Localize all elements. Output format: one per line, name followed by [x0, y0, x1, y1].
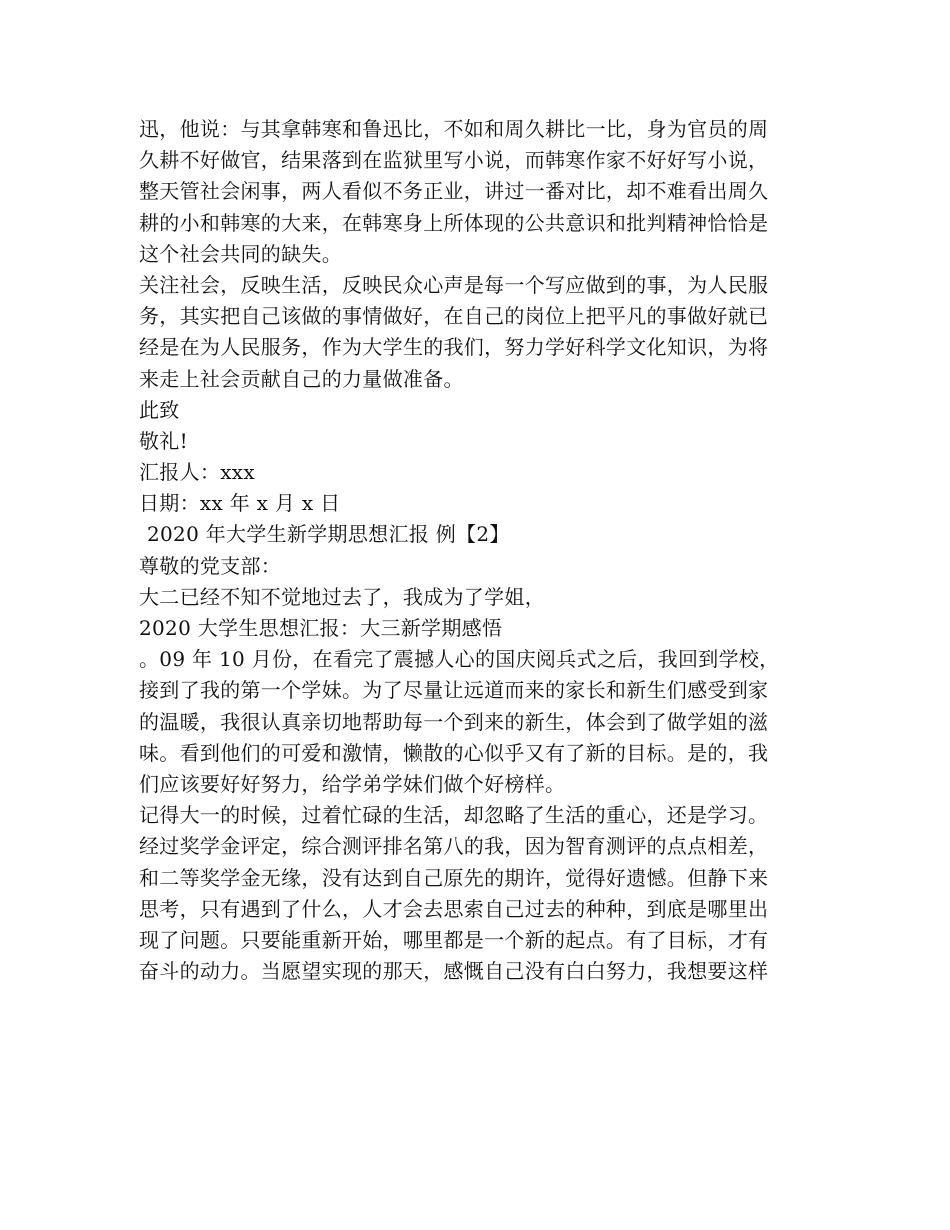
paragraph-line: 这个社会共同的缺失。	[139, 241, 342, 266]
paragraph-line: 味。看到他们的可爱和激情，懒散的心似乎又有了新的目标。是的，我	[139, 740, 769, 765]
paragraph-line: 记得大一的时候，过着忙碌的生活，却忽略了生活的重心，还是学习。	[139, 803, 769, 828]
date-line: 日期：xx 年 x 月 x 日	[139, 491, 341, 516]
paragraph-line: 。09 年 10 月份，在看完了震撼人心的国庆阅兵式之后，我回到学校，	[139, 647, 780, 672]
paragraph-line: 久耕不好做官，结果落到在监狱里写小说，而韩寒作家不好好写小说，	[139, 148, 769, 173]
paragraph-line: 耕的小和韩寒的大来，在韩寒身上所体现的公共意识和批判精神恰恰是	[139, 210, 769, 235]
paragraph-line: 们应该要好好努力，给学弟学妹们做个好榜样。	[139, 771, 566, 796]
paragraph-line: 整天管社会闲事，两人看似不务正业，讲过一番对比，却不难看出周久	[139, 179, 769, 204]
document-body	[139, 114, 819, 987]
paragraph-line: 接到了我的第一个学妹。为了尽量让远道而来的家长和新生们感受到家	[139, 678, 769, 703]
paragraph-line: 的温暖，我很认真亲切地帮助每一个到来的新生，体会到了做学姐的滋	[139, 709, 769, 734]
closing-salutation: 此致	[139, 397, 180, 422]
paragraph-line: 思考，只有遇到了什么，人才会去思索自己过去的种种，到底是哪里出	[139, 896, 769, 921]
paragraph-line: 奋斗的动力。当愿望实现的那天，感慨自己没有白白努力，我想要这样	[139, 959, 769, 984]
reporter-line: 汇报人：xxx	[139, 460, 255, 485]
subtitle-line: 2020 大学生思想汇报：大三新学期感悟	[139, 616, 503, 640]
paragraph-line: 和二等奖学金无缘，没有达到自己原先的期许，觉得好遗憾。但静下来	[139, 865, 769, 890]
closing-regards: 敬礼!	[139, 428, 188, 453]
paragraph-line: 经是在为人民服务，作为大学生的我们，努力学好科学文化知识，为将	[139, 335, 769, 360]
paragraph-line: 关注社会，反映生活，反映民众心声是每一个写应做到的事，为人民服	[139, 272, 769, 297]
paragraph-line: 大二已经不知不觉地过去了，我成为了学姐，	[139, 584, 545, 609]
section-heading: 2020 年大学生新学期思想汇报 例【2】	[147, 522, 510, 547]
paragraph-line: 来走上社会贡献自己的力量做准备。	[139, 366, 464, 391]
paragraph-line: 迅，他说：与其拿韩寒和鲁迅比，不如和周久耕比一比，身为官员的周	[139, 117, 769, 141]
paragraph-line: 经过奖学金评定，综合测评排名第八的我，因为智育测评的点点相差，	[139, 834, 769, 859]
paragraph-line: 现了问题。只要能重新开始，哪里都是一个新的起点。有了目标，才有	[139, 927, 769, 952]
greeting-line: 尊敬的党支部：	[139, 553, 282, 578]
paragraph-line: 务，其实把自己该做的事情做好，在自己的岗位上把平凡的事做好就已	[139, 304, 769, 329]
